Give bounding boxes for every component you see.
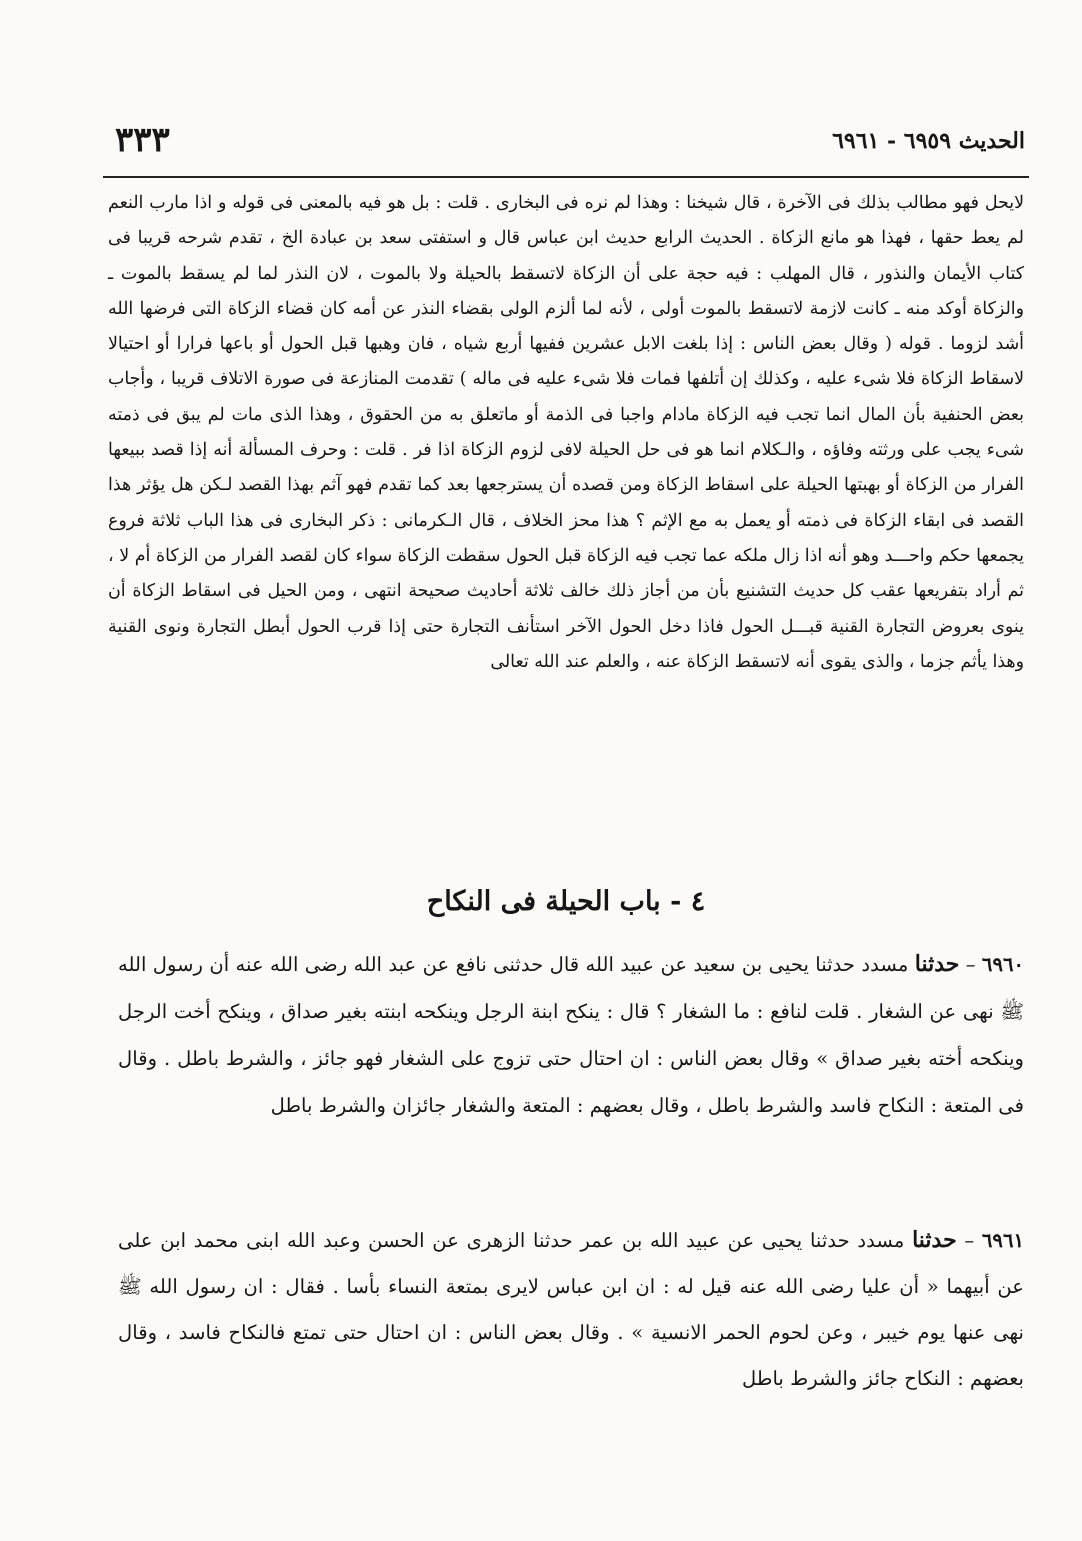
hadith-paragraph [118, 1217, 1024, 1402]
chapter-heading: ٤ - باب الحيلة فى النكاح [426, 886, 706, 917]
hadith-text: مسدد حدثنا يحيى بن سعيد عن عبيد الله قال حدثنى نافع عن عبد الله رضى الله عنه أن رسول الله ﷺ نهى عن الشغار . قلت لنافع : ما الشغار ؟ قال : ينكح ابنة الرجل وينكحه ابنته بغير صداق ، وينكح أخت الرجل وينكحه أخته بغير صداق » وقال بعض الناس : ان احتال حتى تزوج على الشغار فهو جائز ، والشرط باطل . وقال فى المتعة : النكاح فاسد والشرط باطل ، وقال بعضهم : المتعة والشغار جائزان والشرط باطل [118, 953, 1024, 1117]
commentary-text: لايحل فهو مطالب بذلك فى الآخرة ، قال شيخنا : وهذا لم نره فى البخارى . قلت : بل هو فيه بالمعنى فى قوله و اذا مارب النعم لم يعط حقها ، فهذا هو مانع الزكاة . الحديث الرابع حديث ابن عباس قال و استفتى سعد بن عبادة الخ ، تقدم شرحه قريبا فى كتاب الأيمان والنذور ، قال المهلب : فيه حجة على أن الزكاة لاتسقط بالحيلة ولا بالموت ، لان النذر لما لم يسقط بالموت ـ والزكاة أوكد منه ـ كانت لازمة لاتسقط بالموت أولى ، لأنه لما ألزم الولى بقضاء النذر عن أمه كان قضاء الزكاة التى فرضها الله أشد لزوما . قوله ( وقال بعض الناس : إذا بلغت الابل عشرين ففيها أربع شياه ، فان وهبها قبل الحول أو باعها فرارا أو احتيالا لاسقاط الزكاة فلا شىء عليه ، وكذلك إن أتلفها فمات فلا شىء عليه فى ماله ) تقدمت المنازعة فى صورة الاتلاف قريبا ، وأجاب بعض الحنفية بأن المال انما تجب فيه الزكاة مادام واجبا فى الذمة أو ماتعلق به من الحقوق ، وهذا الذى مات لم يبق فى ذمته شىء يجب على ورثته وفاؤه ، والـكلام انما هو فى حل الحيلة لافى لزوم الزكاة اذا فر . قلت : وحرف المسألة أنه إذا قصد ببيعها الفرار من الزكاة أو بهبتها الحيلة على اسقاط الزكاة ومن قصده أن يسترجعها بعد كما تقدم فهو آثم بهذا القصد لـكن هل يؤثر هذا القصد فى ابقاء الزكاة فى ذمته أو يعمل به مع الإثم ؟ هذا محز الخلاف ، قال الـكرمانى : ذكر البخارى فى هذا الباب ثلاثة فروع يجمعها حكم واحـــد وهو أنه اذا زال ملكه عما تجب فيه الزكاة قبل الحول سقطت الزكاة سواء كان لقصد الفرار من الزكاة أم لا ، ثم أراد بتفريعها عقب كل حديث التشنيع بأن من أجاز ذلك خالف ثلاثة أحاديث صحيحة انتهى ، ومن الحيل فى اسقاط الزكاة أن ينوى بعروض التجارة القنية قبـــل الحول فاذا دخل الحول الآخر استأنف التجارة حتى إذا قرب الحول أبطل التجارة ونوى القنية وهذا يأثم جزما ، والذى يقوى أنه لاتسقط الزكاة عنه ، والعلم عند الله تعالى [108, 193, 1024, 672]
hadith-dash: – [956, 1229, 975, 1252]
hadith-paragraph [118, 941, 1024, 1129]
header-rule [103, 176, 1029, 178]
page-number: ٣٣٣ [115, 120, 170, 160]
commentary-block [108, 186, 1024, 680]
narration-mark: حدثنا [914, 951, 960, 977]
hadith-text: مسدد حدثنا يحيى عن عبيد الله بن عمر حدثنا الزهرى عن الحسن وعبد الله ابنى محمد ابن على عن أبيهما « أن عليا رضى الله عنه قيل له : ان ابن عباس لايرى بمتعة النساء بأسا . فقال : ان رسول الله ﷺ نهى عنها يوم خيبر ، وعن لحوم الحمر الانسية » . وقال بعض الناس : ان احتال حتى تمتع فالنكاح فاسد ، وقال بعضهم : النكاح جائز والشرط باطل [118, 1229, 1024, 1390]
hadith-number: ٦٩٦٠ [981, 953, 1025, 976]
hadith-6960 [118, 941, 1024, 1129]
hadith-number: ٦٩٦١ [981, 1229, 1024, 1252]
hadith-6961 [118, 1217, 1024, 1402]
hadith-dash: – [959, 953, 976, 976]
narration-mark: حدثنا [912, 1227, 957, 1253]
page-header [95, 118, 1025, 170]
running-title: الحديث ٦٩٥٩ - ٦٩٦١ [832, 128, 1025, 154]
